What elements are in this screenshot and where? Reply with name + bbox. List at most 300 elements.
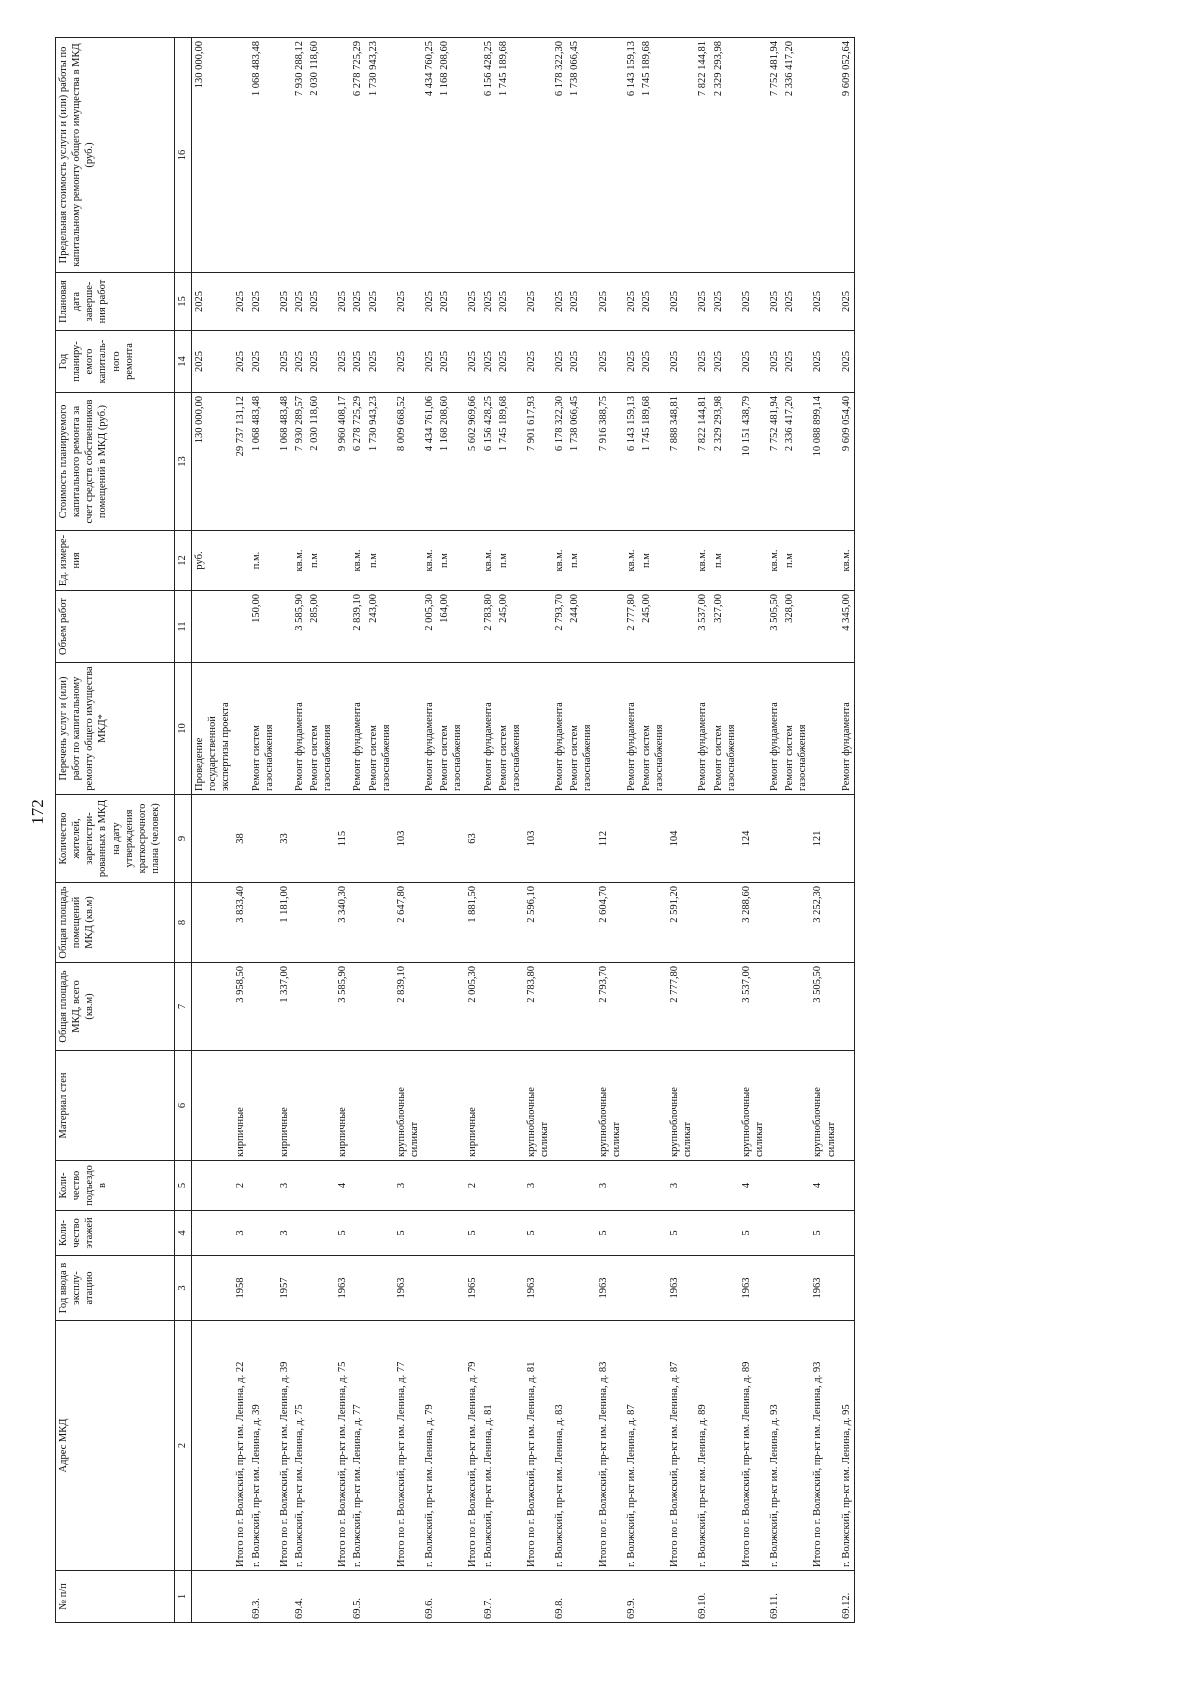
table-cell — [639, 1161, 667, 1211]
table-cell: 9 609 052,64 — [839, 38, 855, 273]
table-cell: 2025 — [782, 273, 810, 331]
table-cell — [481, 1051, 496, 1161]
table-cell: 2025 — [695, 273, 710, 331]
table-cell: Ремонт систем газоснабжения — [496, 663, 524, 795]
table-cell — [567, 1256, 595, 1321]
table-cell — [335, 591, 350, 663]
table-cell: 115 — [335, 795, 350, 883]
column-header: Адрес МКД — [56, 1321, 175, 1571]
table-cell: 1 068 483,48 — [249, 38, 277, 273]
column-number: 6 — [175, 1051, 192, 1161]
table-cell: Итого по г. Волжский, пр-кт им. Ленина, д. 87 — [667, 1321, 695, 1571]
table-cell: Проведение государственной экспертизы проекта — [192, 663, 234, 795]
table-cell: 5 — [335, 1211, 350, 1256]
table-cell: 5 — [596, 1211, 624, 1256]
table-cell: 10 088 899,14 — [810, 393, 838, 531]
table-row — [782, 38, 810, 1623]
table-cell: г. Волжский, пр-кт им. Ленина, д. 83 — [552, 1321, 567, 1571]
table-cell: 2 783,80 — [481, 591, 496, 663]
table-cell: 6 143 159,13 — [624, 38, 639, 273]
column-number: 3 — [175, 1256, 192, 1321]
table-cell: Ремонт систем газоснабжения — [366, 663, 394, 795]
table-cell — [711, 1571, 739, 1623]
table-cell: 2 591,20 — [667, 883, 695, 963]
table-cell — [277, 591, 292, 663]
table-cell — [292, 963, 307, 1051]
table-cell — [767, 1161, 782, 1211]
header-row — [56, 38, 175, 1623]
table-row — [437, 38, 465, 1623]
table-cell — [567, 1211, 595, 1256]
table-cell — [366, 795, 394, 883]
column-number: 15 — [175, 273, 192, 331]
table-cell: 2025 — [307, 331, 335, 393]
table-cell — [307, 1256, 335, 1321]
table-cell: 1 738 066,45 — [567, 38, 595, 273]
table-cell — [695, 883, 710, 963]
table-cell: 2 329 293,98 — [711, 38, 739, 273]
table-cell — [192, 963, 234, 1051]
table-cell: 164,00 — [437, 591, 465, 663]
column-header: Стоимость планируемого капитального ремонта за счет средств собственников помещений в МКД (руб.) — [56, 393, 175, 531]
column-header: Общая площадь помещений МКД (кв.м) — [56, 883, 175, 963]
table-cell — [639, 1321, 667, 1571]
table-cell: 5 — [394, 1211, 422, 1256]
table-cell: 2025 — [292, 331, 307, 393]
rotated-table-container — [55, 38, 1155, 1623]
table-cell — [567, 1161, 595, 1211]
table-cell — [767, 1051, 782, 1161]
table-cell: 130 000,00 — [192, 38, 234, 273]
table-cell: Ремонт фундамента — [767, 663, 782, 795]
table-cell — [249, 1211, 277, 1256]
table-cell: 1963 — [596, 1256, 624, 1321]
table-cell — [596, 663, 624, 795]
table-cell: 1 337,00 — [277, 963, 292, 1051]
table-cell — [292, 883, 307, 963]
table-cell — [767, 795, 782, 883]
table-cell — [422, 883, 437, 963]
table-cell: кв.м. — [624, 531, 639, 591]
table-cell: 3 — [394, 1161, 422, 1211]
table-cell: 150,00 — [249, 591, 277, 663]
table-cell: п.м — [307, 531, 335, 591]
table-cell — [695, 795, 710, 883]
table-cell: 3 — [277, 1211, 292, 1256]
table-cell: г. Волжский, пр-кт им. Ленина, д. 87 — [624, 1321, 639, 1571]
table-cell: 2025 — [422, 331, 437, 393]
table-cell: 7 916 388,75 — [596, 393, 624, 531]
table-cell: крупноблочные силикат — [524, 1051, 552, 1161]
table-cell: 2025 — [366, 273, 394, 331]
table-cell: 2 777,80 — [624, 591, 639, 663]
table-cell: 2025 — [567, 331, 595, 393]
table-cell — [667, 663, 695, 795]
table-cell: 2025 — [596, 331, 624, 393]
table-cell — [292, 795, 307, 883]
table-cell — [524, 663, 552, 795]
table-cell — [695, 1211, 710, 1256]
table-cell: 2025 — [249, 273, 277, 331]
table-row — [249, 38, 277, 1623]
table-cell: 1 745 189,68 — [639, 393, 667, 531]
column-header: Перечень услуг и (или) работ по капитальному ремонту общего имущества МКД* — [56, 663, 175, 795]
table-cell: кв.м. — [481, 531, 496, 591]
table-cell: 1963 — [335, 1256, 350, 1321]
table-row — [350, 38, 365, 1623]
table-cell: 2 777,80 — [667, 963, 695, 1051]
table-cell — [767, 1256, 782, 1321]
table-cell: Ремонт систем газоснабжения — [711, 663, 739, 795]
table-cell — [481, 1211, 496, 1256]
table-cell — [437, 1321, 465, 1571]
table-cell — [307, 1161, 335, 1211]
table-cell — [496, 1321, 524, 1571]
table-cell: Итого по г. Волжский, пр-кт им. Ленина, д. 81 — [524, 1321, 552, 1571]
table-cell — [249, 1256, 277, 1321]
table-cell — [233, 531, 248, 591]
table-cell — [695, 963, 710, 1051]
table-cell — [839, 883, 855, 963]
table-cell: 285,00 — [307, 591, 335, 663]
table-cell: 33 — [277, 795, 292, 883]
table-cell: 2025 — [624, 273, 639, 331]
table-cell: 2025 — [394, 273, 422, 331]
table-cell — [496, 963, 524, 1051]
table-cell: 2025 — [567, 273, 595, 331]
table-row — [481, 38, 496, 1623]
table-row — [366, 38, 394, 1623]
table-cell: 2025 — [496, 331, 524, 393]
table-cell: 243,00 — [366, 591, 394, 663]
table-cell — [192, 1321, 234, 1571]
table-cell: кв.м. — [552, 531, 567, 591]
table-cell: 2025 — [335, 331, 350, 393]
table-cell — [366, 1571, 394, 1623]
table-cell: 3 958,50 — [233, 963, 248, 1051]
table-cell: 69.3. — [249, 1571, 277, 1623]
table-cell — [496, 1256, 524, 1321]
table-cell: 7 822 144,81 — [695, 393, 710, 531]
table-cell: 2025 — [667, 273, 695, 331]
table-cell: 112 — [596, 795, 624, 883]
table-cell — [422, 1161, 437, 1211]
table-row — [277, 38, 292, 1623]
table-cell — [552, 1256, 567, 1321]
table-cell: 2 329 293,98 — [711, 393, 739, 531]
table-cell: 6 156 428,25 — [481, 38, 496, 273]
table-cell: Ремонт систем газоснабжения — [639, 663, 667, 795]
table-cell — [350, 883, 365, 963]
table-cell — [711, 963, 739, 1051]
table-cell: 3 340,30 — [335, 883, 350, 963]
table-cell — [292, 1051, 307, 1161]
table-cell: Итого по г. Волжский, пр-кт им. Ленина, д. 93 — [810, 1321, 838, 1571]
table-cell: 1 745 189,68 — [496, 38, 524, 273]
table-cell: крупноблочные силикат — [667, 1051, 695, 1161]
table-cell: кв.м. — [695, 531, 710, 591]
table-cell: г. Волжский, пр-кт им. Ленина, д. 93 — [767, 1321, 782, 1571]
table-cell: г. Волжский, пр-кт им. Ленина, д. 79 — [422, 1321, 437, 1571]
table-cell: 6 156 428,25 — [481, 393, 496, 531]
column-header: Ед. измере-ния — [56, 531, 175, 591]
table-cell: крупноблочные силикат — [810, 1051, 838, 1161]
table-cell — [496, 1211, 524, 1256]
table-cell: 2025 — [711, 273, 739, 331]
table-cell: 3 — [524, 1161, 552, 1211]
table-cell — [307, 883, 335, 963]
table-cell: Ремонт фундамента — [292, 663, 307, 795]
table-cell: Ремонт фундамента — [695, 663, 710, 795]
table-cell — [739, 663, 767, 795]
table-cell: п.м — [782, 531, 810, 591]
table-cell — [767, 1211, 782, 1256]
table-cell — [277, 1571, 292, 1623]
column-header: Объем работ — [56, 591, 175, 663]
table-cell — [437, 795, 465, 883]
table-cell — [839, 1051, 855, 1161]
table-cell: 130 000,00 — [192, 393, 234, 531]
column-number: 12 — [175, 531, 192, 591]
table-cell: Итого по г. Волжский, пр-кт им. Ленина, д. 22 — [233, 1321, 248, 1571]
table-cell: кирпичные — [335, 1051, 350, 1161]
table-cell: 1 745 189,68 — [496, 393, 524, 531]
table-row — [810, 38, 838, 1623]
table-cell: 1 730 943,23 — [366, 393, 394, 531]
table-cell — [481, 963, 496, 1051]
table-cell — [394, 591, 422, 663]
table-cell: 6 178 322,30 — [552, 393, 567, 531]
table-cell — [192, 1211, 234, 1256]
table-cell: 1963 — [394, 1256, 422, 1321]
column-number: 14 — [175, 331, 192, 393]
table-row — [639, 38, 667, 1623]
table-cell: п.м — [496, 531, 524, 591]
table-cell — [192, 883, 234, 963]
table-cell: 2025 — [767, 331, 782, 393]
table-cell — [639, 1256, 667, 1321]
table-cell — [524, 1571, 552, 1623]
table-cell: 2025 — [394, 331, 422, 393]
column-header: Коли-чество подъездо в — [56, 1161, 175, 1211]
table-cell — [810, 591, 838, 663]
table-cell: 7 752 481,94 — [767, 393, 782, 531]
column-header: Плановая дата заверше-ния работ — [56, 273, 175, 331]
table-cell — [596, 1571, 624, 1623]
table-cell: 3 252,30 — [810, 883, 838, 963]
table-cell: 1963 — [524, 1256, 552, 1321]
table-cell: 3 537,00 — [739, 963, 767, 1051]
table-cell — [711, 1256, 739, 1321]
table-cell: 2025 — [277, 331, 292, 393]
table-cell: 2025 — [739, 273, 767, 331]
table-cell: 1 168 208,60 — [437, 38, 465, 273]
table-cell: 1 881,50 — [465, 883, 480, 963]
table-cell — [192, 1571, 234, 1623]
table-cell: 104 — [667, 795, 695, 883]
table-cell: 5 — [465, 1211, 480, 1256]
table-cell: 69.12. — [839, 1571, 855, 1623]
table-row — [624, 38, 639, 1623]
table-cell — [350, 1211, 365, 1256]
table-cell: 7 888 348,81 — [667, 393, 695, 531]
table-cell — [695, 1161, 710, 1211]
table-cell — [782, 1211, 810, 1256]
table-cell — [567, 1321, 595, 1571]
table-cell — [624, 883, 639, 963]
table-cell: Итого по г. Волжский, пр-кт им. Ленина, д. 83 — [596, 1321, 624, 1571]
table-cell: 1963 — [810, 1256, 838, 1321]
table-row — [739, 38, 767, 1623]
table-cell: 1965 — [465, 1256, 480, 1321]
table-cell — [277, 663, 292, 795]
table-cell: 1 745 189,68 — [639, 38, 667, 273]
table-cell: 1 730 943,23 — [366, 38, 394, 273]
table-cell: п.м — [567, 531, 595, 591]
table-cell: п.м — [711, 531, 739, 591]
table-cell — [335, 531, 350, 591]
table-cell: 245,00 — [496, 591, 524, 663]
table-cell: 4 434 761,06 — [422, 393, 437, 531]
table-cell — [437, 1256, 465, 1321]
table-cell: 2025 — [839, 331, 855, 393]
table-cell — [481, 883, 496, 963]
column-header: Материал стен — [56, 1051, 175, 1161]
table-cell — [366, 1321, 394, 1571]
table-cell: кв.м. — [767, 531, 782, 591]
table-cell — [567, 883, 595, 963]
table-cell: 2 — [233, 1161, 248, 1211]
table-cell: 1963 — [667, 1256, 695, 1321]
table-cell: 3 537,00 — [695, 591, 710, 663]
table-cell — [422, 795, 437, 883]
table-cell — [782, 963, 810, 1051]
table-cell: 124 — [739, 795, 767, 883]
table-cell — [233, 591, 248, 663]
table-cell — [307, 795, 335, 883]
table-cell: 6 178 322,30 — [552, 38, 567, 273]
table-cell: 1963 — [739, 1256, 767, 1321]
table-cell — [394, 1571, 422, 1623]
table-cell: 2025 — [422, 273, 437, 331]
table-cell: 2025 — [667, 331, 695, 393]
table-row — [192, 38, 234, 1623]
table-cell: 6 143 159,13 — [624, 393, 639, 531]
table-row — [292, 38, 307, 1623]
table-cell: 38 — [233, 795, 248, 883]
table-cell — [465, 663, 480, 795]
table-cell: 2 647,80 — [394, 883, 422, 963]
table-cell: г. Волжский, пр-кт им. Ленина, д. 77 — [350, 1321, 365, 1571]
table-cell: крупноблочные силикат — [394, 1051, 422, 1161]
table-cell: 2025 — [639, 273, 667, 331]
table-cell — [552, 1211, 567, 1256]
table-cell: г. Волжский, пр-кт им. Ленина, д. 81 — [481, 1321, 496, 1571]
table-cell: кирпичные — [233, 1051, 248, 1161]
column-number: 10 — [175, 663, 192, 795]
column-number-row — [175, 38, 192, 1623]
table-cell: 4 345,00 — [839, 591, 855, 663]
table-cell: 69.11. — [767, 1571, 782, 1623]
table-cell — [394, 531, 422, 591]
table-row — [695, 38, 710, 1623]
table-cell — [739, 531, 767, 591]
column-number: 11 — [175, 591, 192, 663]
table-cell: Ремонт фундамента — [422, 663, 437, 795]
table-cell — [496, 1161, 524, 1211]
table-cell: кв.м. — [292, 531, 307, 591]
table-cell — [739, 1571, 767, 1623]
table-cell — [335, 663, 350, 795]
table-cell: 2 839,10 — [394, 963, 422, 1051]
table-cell: 2025 — [624, 331, 639, 393]
table-cell — [350, 1256, 365, 1321]
table-cell: Ремонт фундамента — [481, 663, 496, 795]
table-cell: 2025 — [496, 273, 524, 331]
table-cell: 69.7. — [481, 1571, 496, 1623]
table-cell: 2025 — [465, 331, 480, 393]
table-cell: 1 181,00 — [277, 883, 292, 963]
table-cell — [810, 531, 838, 591]
table-cell — [810, 38, 838, 273]
table-cell — [767, 963, 782, 1051]
table-cell — [437, 1161, 465, 1211]
column-header: Год ввода в эксплу-атацию — [56, 1256, 175, 1321]
table-cell — [496, 1051, 524, 1161]
table-row — [233, 38, 248, 1623]
table-cell: Ремонт фундамента — [839, 663, 855, 795]
table-cell — [192, 1256, 234, 1321]
table-cell — [567, 1051, 595, 1161]
table-cell — [711, 1211, 739, 1256]
table-cell — [810, 1571, 838, 1623]
table-cell: 1 068 483,48 — [249, 393, 277, 531]
table-cell — [567, 795, 595, 883]
table-cell: 2025 — [350, 331, 365, 393]
table-cell — [524, 591, 552, 663]
table-cell: п.м. — [249, 531, 277, 591]
table-cell — [366, 1161, 394, 1211]
table-cell: 2 005,30 — [422, 591, 437, 663]
table-cell: 6 278 725,29 — [350, 393, 365, 531]
table-cell: крупноблочные силикат — [739, 1051, 767, 1161]
table-cell — [307, 1211, 335, 1256]
table-cell: 9 960 408,17 — [335, 393, 350, 531]
table-cell — [624, 1051, 639, 1161]
table-cell — [810, 663, 838, 795]
table-cell: 2 005,30 — [465, 963, 480, 1051]
table-row — [839, 38, 855, 1623]
table-cell — [307, 1051, 335, 1161]
table-cell — [782, 1571, 810, 1623]
table-cell — [639, 1211, 667, 1256]
table-cell — [481, 1161, 496, 1211]
table-row — [767, 38, 782, 1623]
table-cell: 2025 — [767, 273, 782, 331]
table-cell — [839, 1256, 855, 1321]
table-cell — [496, 883, 524, 963]
table-cell: 6 278 725,29 — [350, 38, 365, 273]
table-cell: 4 — [335, 1161, 350, 1211]
table-body — [192, 38, 855, 1623]
table-row — [465, 38, 480, 1623]
table-cell: 5 — [810, 1211, 838, 1256]
table-cell: 2025 — [596, 273, 624, 331]
table-cell — [437, 1211, 465, 1256]
table-cell — [277, 38, 292, 273]
table-cell: 7 752 481,94 — [767, 38, 782, 273]
table-cell: 2025 — [481, 331, 496, 393]
